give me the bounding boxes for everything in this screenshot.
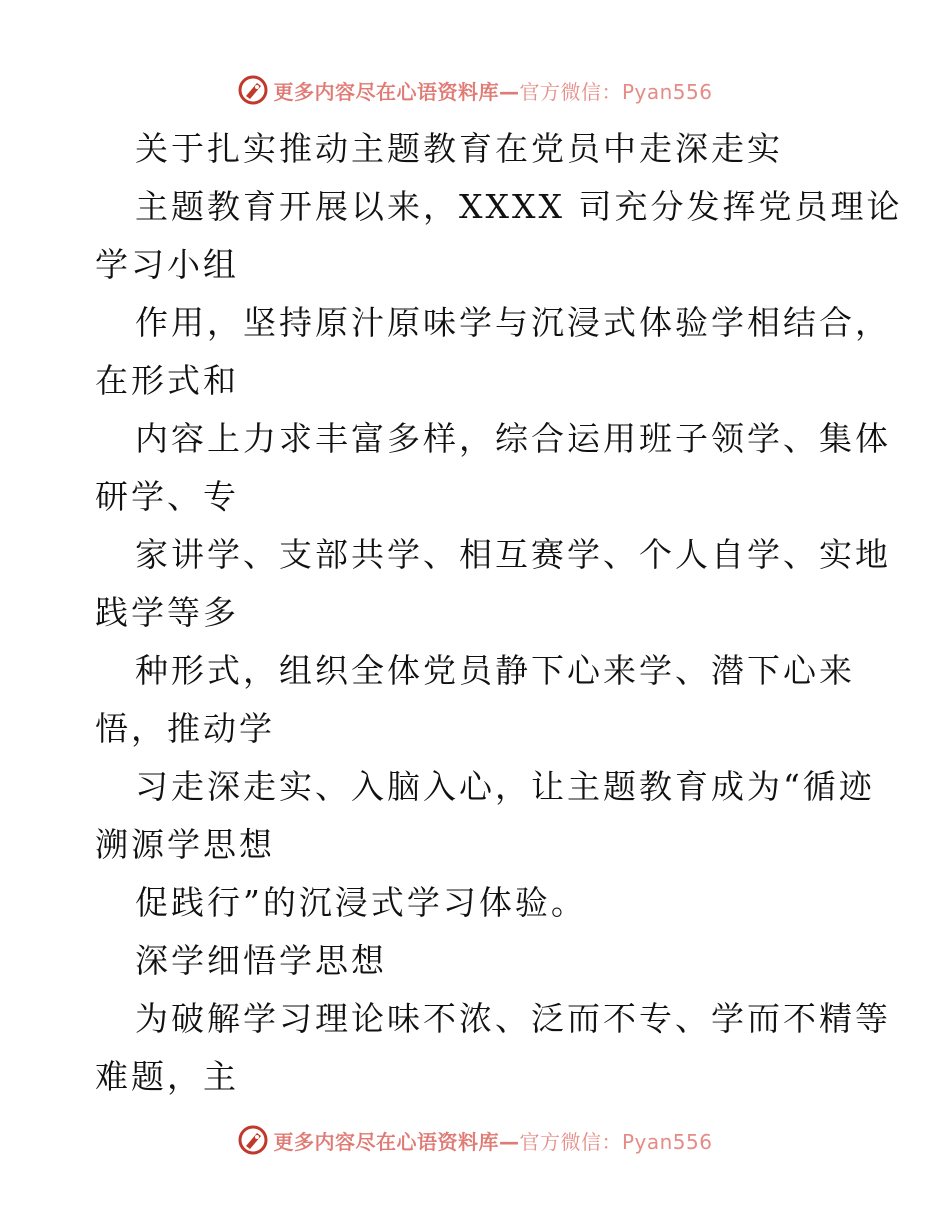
text-line: 主题教育开展以来，XXXX 司充分发挥党员理论 <box>135 187 903 226</box>
text-line: 促践行”的沉浸式学习体验。 <box>135 883 587 922</box>
text-line: 内容上力求丰富多样，综合运用班子领学、集体 <box>135 419 891 458</box>
text-line: 种形式，组织全体党员静下心来学、潜下心来 <box>135 651 855 690</box>
text-line: 研学、专 <box>95 477 239 516</box>
pen-nib-seal-icon <box>237 1124 269 1156</box>
watermark-text: 更多内容尽在心语资料库—官方微信：Pyan556 <box>273 79 713 104</box>
text-line: 践学等多 <box>95 593 239 632</box>
text-line: 深学细悟学思想 <box>135 941 387 980</box>
document-body <box>95 120 903 1106</box>
footer-watermark <box>0 1120 950 1160</box>
text-line: 在形式和 <box>95 361 239 400</box>
text-line: 关于扎实推动主题教育在党员中走深走实 <box>135 129 783 168</box>
header-watermark <box>0 70 950 110</box>
pen-nib-seal-icon <box>237 74 269 106</box>
text-line: 作用，坚持原汁原味学与沉浸式体验学相结合， <box>135 303 891 342</box>
text-line: 难题，主 <box>95 1057 239 1096</box>
text-line: 学习小组 <box>95 245 239 284</box>
text-line: 习走深走实、入脑入心，让主题教育成为“循迹 <box>135 767 875 806</box>
text-line: 悟，推动学 <box>95 709 275 748</box>
watermark-text: 更多内容尽在心语资料库—官方微信：Pyan556 <box>273 1129 713 1154</box>
text-line: 为破解学习理论味不浓、泛而不专、学而不精等 <box>135 999 891 1038</box>
text-line: 溯源学思想 <box>95 825 275 864</box>
text-line: 家讲学、支部共学、相互赛学、个人自学、实地 <box>135 535 891 574</box>
